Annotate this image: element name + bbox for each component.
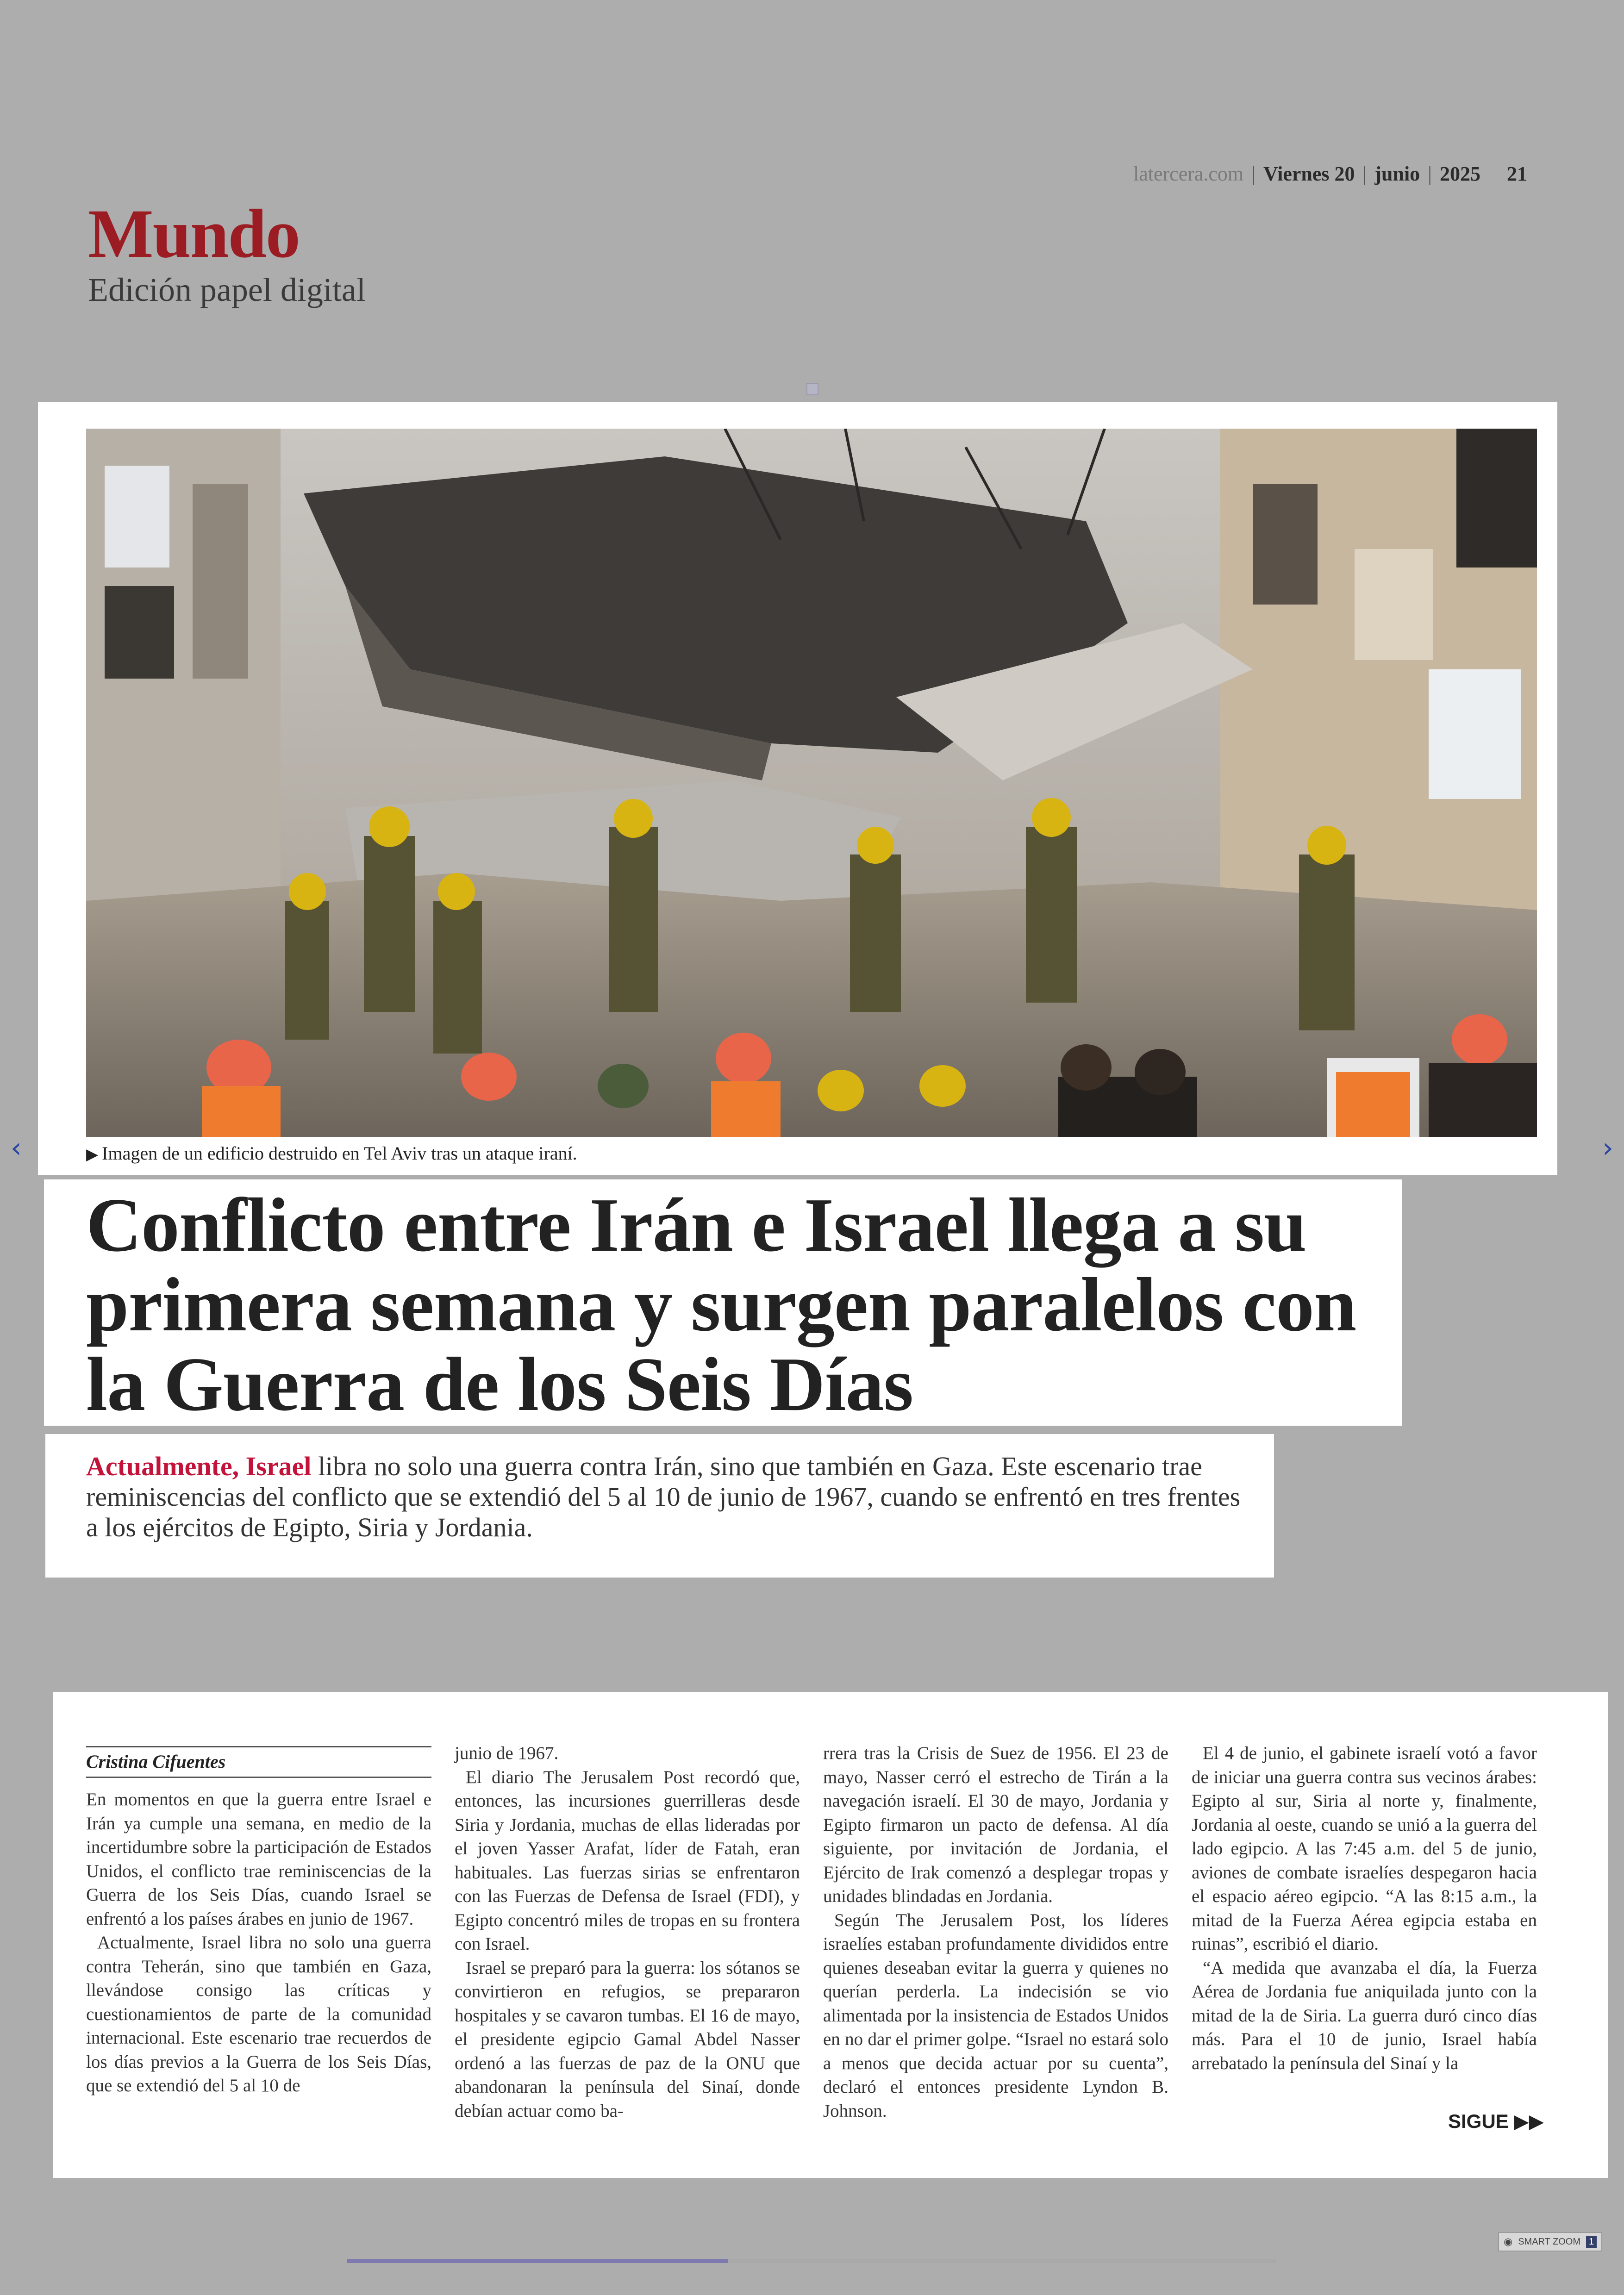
chevron-right-icon[interactable]: ›	[1602, 1132, 1613, 1164]
masthead	[1133, 162, 1527, 186]
paragraph: El 4 de junio, el gabinete israelí votó a favor de iniciar una guerra contra sus vecinos árabes: Egipto al sur, Siria al norte y, finalmente, Jordania al oeste, cuando se unió a la guerra del lado egipcio. A las 7:45 a.m. del 5 de junio, aviones de combate israelíes despegaron hacia el espacio aéreo egipcio. “A las 8:15 a.m., la mitad de la Fuerza Aérea egipcia estaba en ruinas”, escribió el diario.	[1192, 1743, 1537, 1954]
separator: |	[1428, 162, 1432, 185]
smart-zoom-label: SMART ZOOM	[1518, 2236, 1581, 2247]
lead-text: libra no solo una guerra contra Irán, sino que también en Gaza. Este escenario trae reminiscencias del conflicto que se extendió del 5 al 10 de junio de 1967, cuando se enfrentó en tres frentes a los ejércitos de Egipto, Siria y Jordania.	[86, 1451, 1241, 1542]
section-title: Mundo	[88, 195, 300, 272]
continue-link[interactable]: SIGUE ▶▶	[1448, 2110, 1544, 2132]
date-year: 2025	[1439, 162, 1480, 185]
smart-zoom-badge: 1	[1586, 2236, 1597, 2248]
article-lead	[86, 1451, 1257, 1543]
paragraph: junio de 1967.	[455, 1743, 559, 1763]
paragraph: rrera tras la Crisis de Suez de 1956. El 23 de mayo, Nasser cerró el estrecho de Tirán a la navegación israelí. El 30 de mayo, Jordania y Egipto firmaron un pacto de defensa. Al día siguiente, por invitación de Jordania, el Ejército de Irak comenzó a desplegar tropas y unidades blindadas en Jordania.	[823, 1743, 1168, 1906]
paragraph: Según The Jerusalem Post, los líderes israelíes estaban profundamente divididos entre quienes deseaban evitar la guerra y quienes no querían perderla. La indecisión se vio alimentada por la insistencia de Estados Unidos en no dar el primer golpe. “Israel no estará solo a menos que decida actuar por su cuenta”, declaró el entonces presidente Lyndon B. Johnson.	[823, 1910, 1168, 2121]
date-month: junio	[1374, 162, 1420, 185]
chevron-left-icon[interactable]: ‹	[11, 1132, 22, 1164]
caption-text: Imagen de un edificio destruido en Tel Aviv tras un ataque iraní.	[102, 1143, 577, 1164]
text-column-1	[86, 1788, 431, 2098]
site-name: latercera.com	[1133, 162, 1244, 185]
news-photo	[86, 429, 1537, 1137]
separator: |	[1251, 162, 1255, 185]
text-column-4	[1192, 1741, 1537, 2075]
paragraph: Israel se preparó para la guerra: los sótanos se convirtieron en refugios, se prepararon hospitales y se cavaron tumbas. El 16 de mayo, el presidente egipcio Gamal Abdel Nasser ordenó a las fuerzas de paz de la ONU que abandonaran la península del Sinaí, donde debían actuar como ba-	[455, 1958, 800, 2121]
text-column-3	[823, 1741, 1168, 2123]
byline: Cristina Cifuentes	[86, 1751, 226, 1772]
paragraph: Actualmente, Israel libra no solo una guerra contra Teherán, sino que también en Gaza, llevándose consigo las críticas y cuestionamientos de parte de la comunidad internacional. Este escenario trae recuerdos de los días previos a la Guerra de los Seis Días, que se extendió del 5 al 10 de	[86, 1933, 431, 2095]
page-progress-bar[interactable]	[347, 2259, 1276, 2263]
photo-caption	[86, 1142, 577, 1164]
lead-highlight: Actualmente, Israel	[86, 1451, 312, 1481]
separator: |	[1362, 162, 1367, 185]
article-headline: Conflicto entre Irán e Israel llega a su primera semana y surgen paralelos con la Guerra de los Seis Días	[86, 1182, 1356, 1427]
byline-rule	[86, 1777, 431, 1778]
byline-rule	[86, 1746, 431, 1747]
page-progress-fill	[347, 2259, 728, 2263]
caption-triangle-icon: ▶	[86, 1146, 99, 1163]
text-column-2	[455, 1741, 800, 2123]
page-marker	[806, 383, 818, 395]
paragraph: En momentos en que la guerra entre Israel e Irán ya cumple una semana, en medio de la incertidumbre sobre la participación de Estados Unidos, el conflicto trae reminiscencias de la Guerra de los Seis Días, cuando Israel se enfrentó a los países árabes en junio de 1967.	[86, 1790, 431, 1929]
page-number: 21	[1506, 162, 1527, 185]
section-subtitle: Edición papel digital	[88, 271, 366, 308]
date-weekday-day: Viernes 20	[1263, 162, 1355, 185]
paragraph: El diario The Jerusalem Post recordó que, entonces, las incursiones guerrilleras desde Siria y Jordania, muchas de ellas lideradas por el joven Yasser Arafat, líder de Fatah, eran habituales. Las fuerzas sirias se enfrentaron con las Fuerzas de Defensa de Israel (FDI), y Egipto concentró miles de tropas en su frontera con Israel.	[455, 1767, 800, 1954]
eye-icon: ◉	[1504, 2236, 1513, 2247]
smart-zoom-button[interactable]	[1498, 2232, 1602, 2251]
paragraph: “A medida que avanzaba el día, la Fuerza Aérea de Jordania fue aniquilada junto con la mitad de la de Siria. La guerra duró cinco días más. Para el 10 de junio, Israel había arrebatado la península del Sinaí y la	[1192, 1958, 1537, 2073]
